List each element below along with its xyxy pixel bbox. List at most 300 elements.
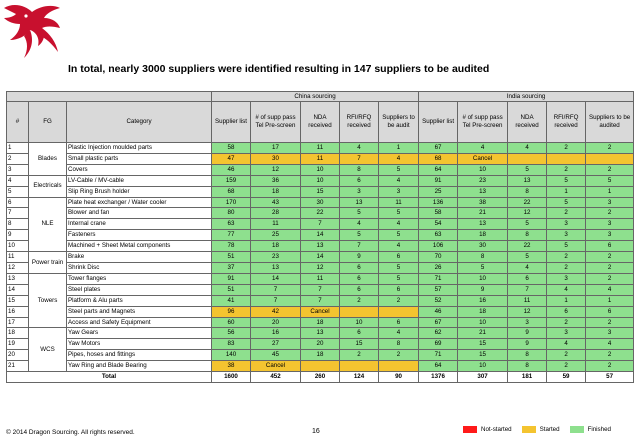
value-cell: 13 (301, 328, 340, 339)
value-cell: 67 (419, 143, 458, 154)
value-cell: 38 (212, 361, 251, 372)
value-cell: 9 (508, 328, 547, 339)
value-cell: 67 (419, 317, 458, 328)
total-value: 452 (251, 372, 301, 383)
value-cell: 54 (419, 219, 458, 230)
value-cell: Cancel (301, 306, 340, 317)
total-value: 1600 (212, 372, 251, 383)
value-cell: 7 (251, 295, 301, 306)
column-header: # of supp pass Tel Pre-screen (251, 102, 301, 143)
group-header-india: India sourcing (419, 92, 634, 102)
value-cell: 56 (212, 328, 251, 339)
value-cell: 18 (458, 306, 508, 317)
status-legend (463, 426, 621, 433)
value-cell: 91 (419, 175, 458, 186)
value-cell: 9 (340, 252, 379, 263)
value-cell: 2 (379, 295, 419, 306)
row-number: 10 (7, 241, 29, 252)
table-row (7, 241, 634, 252)
value-cell: 6 (586, 306, 634, 317)
value-cell: 4 (508, 262, 547, 273)
page-number: 16 (312, 428, 320, 435)
value-cell: 2 (547, 317, 586, 328)
value-cell: Cancel (251, 361, 301, 372)
category-cell: Steel plates (67, 284, 212, 295)
table-row (7, 295, 634, 306)
total-value: 57 (586, 372, 634, 383)
value-cell: 15 (458, 339, 508, 350)
value-cell: 2 (586, 252, 634, 263)
value-cell: 6 (340, 175, 379, 186)
value-cell: 91 (212, 273, 251, 284)
value-cell: 6 (340, 328, 379, 339)
table-row (7, 350, 634, 361)
value-cell: 4 (340, 143, 379, 154)
value-cell: 2 (547, 361, 586, 372)
row-number: 13 (7, 273, 29, 284)
row-number: 1 (7, 143, 29, 154)
value-cell: 68 (212, 186, 251, 197)
value-cell: 15 (340, 339, 379, 350)
row-number: 21 (7, 361, 29, 372)
value-cell: 3 (586, 219, 634, 230)
value-cell: 47 (212, 153, 251, 164)
value-cell: 51 (212, 284, 251, 295)
slide-title: In total, nearly 3000 suppliers were identified resulting in 147 suppliers to be audited (68, 63, 490, 75)
column-header: Category (67, 102, 212, 143)
column-header: RFI/RFQ received (340, 102, 379, 143)
value-cell: 9 (458, 284, 508, 295)
table-body (7, 143, 634, 383)
table-row (7, 328, 634, 339)
value-cell: 3 (547, 328, 586, 339)
value-cell: 77 (212, 230, 251, 241)
table-row (7, 197, 634, 208)
value-cell: 71 (419, 350, 458, 361)
row-number: 15 (7, 295, 29, 306)
table-row (7, 153, 634, 164)
table-row (7, 339, 634, 350)
value-cell: 21 (458, 328, 508, 339)
table-row (7, 306, 634, 317)
total-value: 1376 (419, 372, 458, 383)
value-cell: 15 (458, 350, 508, 361)
value-cell (379, 306, 419, 317)
value-cell: 8 (508, 186, 547, 197)
value-cell: 12 (508, 208, 547, 219)
row-number: 4 (7, 175, 29, 186)
value-cell: 18 (251, 186, 301, 197)
value-cell: 8 (340, 164, 379, 175)
table-row (7, 143, 634, 154)
value-cell: 7 (340, 241, 379, 252)
value-cell: 70 (419, 252, 458, 263)
value-cell: 18 (251, 241, 301, 252)
value-cell: 2 (547, 143, 586, 154)
value-cell: 8 (508, 230, 547, 241)
total-label: Total (7, 372, 212, 383)
category-cell: Platform & Alu parts (67, 295, 212, 306)
value-cell: 1 (586, 186, 634, 197)
value-cell: 6 (379, 284, 419, 295)
value-cell (547, 153, 586, 164)
value-cell: 2 (586, 273, 634, 284)
value-cell: 37 (212, 262, 251, 273)
category-cell: LV-Cable / MV-cable (67, 175, 212, 186)
value-cell: 4 (508, 143, 547, 154)
legend-label: Started (539, 426, 560, 433)
value-cell: 41 (212, 295, 251, 306)
legend-swatch (463, 426, 477, 433)
value-cell (508, 153, 547, 164)
value-cell: 3 (547, 273, 586, 284)
value-cell: 7 (340, 153, 379, 164)
table-row (7, 219, 634, 230)
row-number: 12 (7, 262, 29, 273)
value-cell: 23 (458, 175, 508, 186)
value-cell: 5 (508, 219, 547, 230)
value-cell: 7 (301, 284, 340, 295)
value-cell: 4 (340, 219, 379, 230)
value-cell: 3 (340, 186, 379, 197)
legend-item (463, 426, 512, 433)
value-cell: 46 (212, 164, 251, 175)
value-cell: 2 (586, 262, 634, 273)
value-cell: 2 (547, 164, 586, 175)
value-cell: 5 (547, 175, 586, 186)
fg-cell: Electricals (29, 175, 67, 197)
row-number: 17 (7, 317, 29, 328)
value-cell (586, 153, 634, 164)
value-cell: 3 (586, 230, 634, 241)
value-cell: 2 (547, 262, 586, 273)
value-cell: 159 (212, 175, 251, 186)
category-cell: Yaw Gears (67, 328, 212, 339)
value-cell: 16 (251, 328, 301, 339)
row-number: 18 (7, 328, 29, 339)
value-cell: 15 (301, 186, 340, 197)
value-cell: 18 (301, 317, 340, 328)
value-cell: 2 (586, 350, 634, 361)
category-cell: Covers (67, 164, 212, 175)
table-row (7, 164, 634, 175)
table-row (7, 262, 634, 273)
value-cell: 80 (212, 208, 251, 219)
column-header: NDA received (508, 102, 547, 143)
value-cell: 6 (379, 317, 419, 328)
row-number: 3 (7, 164, 29, 175)
value-cell: 10 (301, 164, 340, 175)
category-cell: Brake (67, 252, 212, 263)
table-row (7, 208, 634, 219)
fg-cell: NLE (29, 197, 67, 252)
value-cell: 71 (419, 273, 458, 284)
value-cell: 22 (508, 241, 547, 252)
category-cell: Slip Ring Brush holder (67, 186, 212, 197)
dragon-logo (0, 0, 70, 62)
value-cell: 2 (379, 350, 419, 361)
value-cell: 5 (340, 230, 379, 241)
value-cell (379, 361, 419, 372)
value-cell: 14 (251, 273, 301, 284)
category-cell: Fasteners (67, 230, 212, 241)
value-cell: 4 (379, 219, 419, 230)
value-cell: 6 (340, 273, 379, 284)
row-number: 8 (7, 219, 29, 230)
total-row (7, 372, 634, 383)
value-cell: 140 (212, 350, 251, 361)
value-cell: 1 (586, 295, 634, 306)
value-cell: 5 (379, 208, 419, 219)
value-cell: 4 (379, 153, 419, 164)
category-cell: Plastic Injection moulded parts (67, 143, 212, 154)
value-cell: 7 (508, 284, 547, 295)
value-cell: 27 (251, 339, 301, 350)
value-cell: 18 (458, 230, 508, 241)
value-cell: 13 (340, 197, 379, 208)
value-cell: 8 (508, 361, 547, 372)
value-cell: 51 (212, 252, 251, 263)
category-cell: Small plastic parts (67, 153, 212, 164)
supplier-table (6, 91, 634, 383)
value-cell: 14 (301, 230, 340, 241)
value-cell: 68 (419, 153, 458, 164)
value-cell: 6 (340, 262, 379, 273)
value-cell: 5 (379, 273, 419, 284)
value-cell: 21 (458, 208, 508, 219)
value-cell: 60 (212, 317, 251, 328)
value-cell: 11 (379, 197, 419, 208)
value-cell: 25 (419, 186, 458, 197)
value-cell: 22 (508, 197, 547, 208)
value-cell: 5 (458, 262, 508, 273)
value-cell: 3 (547, 230, 586, 241)
column-header: Suppliers to be audited (586, 102, 634, 143)
value-cell: 57 (419, 284, 458, 295)
legend-item (570, 426, 611, 433)
value-cell: 42 (251, 306, 301, 317)
fg-cell: Power train (29, 252, 67, 274)
value-cell: 5 (379, 230, 419, 241)
column-header-row (7, 102, 634, 143)
value-cell: 20 (251, 317, 301, 328)
value-cell: 22 (301, 208, 340, 219)
copyright: © 2014 Dragon Sourcing. All rights reserved. (6, 429, 135, 436)
row-number: 9 (7, 230, 29, 241)
value-cell: 5 (379, 262, 419, 273)
value-cell: 10 (458, 273, 508, 284)
row-number: 5 (7, 186, 29, 197)
value-cell: 6 (586, 241, 634, 252)
value-cell: 5 (508, 252, 547, 263)
row-number: 20 (7, 350, 29, 361)
value-cell: 136 (419, 197, 458, 208)
row-number: 16 (7, 306, 29, 317)
table-row (7, 186, 634, 197)
value-cell: 45 (251, 350, 301, 361)
column-header: # (7, 102, 29, 143)
category-cell: Pipes, hoses and fittings (67, 350, 212, 361)
value-cell: 5 (340, 208, 379, 219)
value-cell: 96 (212, 306, 251, 317)
value-cell: 10 (458, 317, 508, 328)
value-cell: 5 (379, 164, 419, 175)
value-cell: 12 (508, 306, 547, 317)
category-cell: Access and Safety Equipment (67, 317, 212, 328)
value-cell: 78 (212, 241, 251, 252)
value-cell: 23 (251, 252, 301, 263)
value-cell: 10 (458, 361, 508, 372)
total-value: 181 (508, 372, 547, 383)
row-number: 2 (7, 153, 29, 164)
value-cell: 69 (419, 339, 458, 350)
fg-cell: Blades (29, 143, 67, 176)
value-cell: 58 (212, 143, 251, 154)
value-cell: 64 (419, 164, 458, 175)
fg-cell: Towers (29, 273, 67, 328)
value-cell: 10 (458, 164, 508, 175)
value-cell: 10 (301, 175, 340, 186)
value-cell: 83 (212, 339, 251, 350)
value-cell: 5 (508, 164, 547, 175)
value-cell: 2 (340, 295, 379, 306)
column-header: RFI/RFQ received (547, 102, 586, 143)
value-cell (340, 306, 379, 317)
category-cell: Yaw Motors (67, 339, 212, 350)
table-row (7, 175, 634, 186)
value-cell: 12 (251, 164, 301, 175)
category-cell: Steel parts and Magnets (67, 306, 212, 317)
value-cell: 7 (251, 284, 301, 295)
value-cell: 26 (419, 262, 458, 273)
value-cell: 170 (212, 197, 251, 208)
value-cell: 4 (379, 241, 419, 252)
value-cell: 62 (419, 328, 458, 339)
value-cell: 2 (547, 350, 586, 361)
table-row (7, 230, 634, 241)
value-cell: 2 (586, 164, 634, 175)
category-cell: Machined + Sheet Metal components (67, 241, 212, 252)
category-cell: Tower flanges (67, 273, 212, 284)
legend-item (522, 426, 560, 433)
value-cell: 16 (458, 295, 508, 306)
value-cell: 3 (586, 328, 634, 339)
value-cell: 52 (419, 295, 458, 306)
group-header-china: China sourcing (212, 92, 419, 102)
row-number: 11 (7, 252, 29, 263)
value-cell: 13 (508, 175, 547, 186)
value-cell: 4 (547, 284, 586, 295)
value-cell: 30 (251, 153, 301, 164)
total-value: 260 (301, 372, 340, 383)
value-cell: 13 (458, 186, 508, 197)
value-cell: 7 (301, 295, 340, 306)
column-header: FG (29, 102, 67, 143)
value-cell: 10 (340, 317, 379, 328)
value-cell: 2 (586, 361, 634, 372)
legend-swatch (522, 426, 536, 433)
value-cell: 3 (586, 197, 634, 208)
value-cell: 12 (301, 262, 340, 273)
value-cell: 4 (379, 175, 419, 186)
value-cell: 58 (419, 208, 458, 219)
value-cell: 5 (547, 241, 586, 252)
value-cell: 4 (586, 339, 634, 350)
value-cell: 30 (458, 241, 508, 252)
value-cell: 1 (547, 186, 586, 197)
column-header: Suppliers to be audit (379, 102, 419, 143)
fg-cell: WCS (29, 328, 67, 372)
value-cell: 3 (547, 219, 586, 230)
value-cell: 3 (379, 186, 419, 197)
value-cell: 18 (301, 350, 340, 361)
total-value: 124 (340, 372, 379, 383)
header-spacer (7, 92, 212, 102)
value-cell: 9 (508, 339, 547, 350)
value-cell: 63 (419, 230, 458, 241)
value-cell: 4 (586, 284, 634, 295)
category-cell: Blower and fan (67, 208, 212, 219)
value-cell: 4 (379, 328, 419, 339)
value-cell: 5 (547, 197, 586, 208)
row-number: 7 (7, 208, 29, 219)
value-cell: 11 (301, 143, 340, 154)
row-number: 14 (7, 284, 29, 295)
value-cell: 6 (508, 273, 547, 284)
value-cell: 28 (251, 208, 301, 219)
value-cell: 8 (379, 339, 419, 350)
column-header: NDA received (301, 102, 340, 143)
value-cell: 11 (508, 295, 547, 306)
legend-label: Finished (587, 426, 611, 433)
value-cell: 1 (379, 143, 419, 154)
value-cell (340, 361, 379, 372)
row-number: 6 (7, 197, 29, 208)
value-cell (301, 361, 340, 372)
value-cell: 36 (251, 175, 301, 186)
value-cell: 11 (301, 273, 340, 284)
value-cell: 106 (419, 241, 458, 252)
total-value: 59 (547, 372, 586, 383)
category-cell: Shrink Disc (67, 262, 212, 273)
value-cell: 1 (547, 295, 586, 306)
table-row (7, 361, 634, 372)
value-cell: 8 (508, 350, 547, 361)
value-cell: 2 (586, 208, 634, 219)
column-header: # of supp pass Tel Pre-screen (458, 102, 508, 143)
row-number: 19 (7, 339, 29, 350)
value-cell: 46 (419, 306, 458, 317)
value-cell: 2 (340, 350, 379, 361)
value-cell: 6 (547, 306, 586, 317)
category-cell: Internal crane (67, 219, 212, 230)
value-cell: 6 (340, 284, 379, 295)
value-cell: Cancel (458, 153, 508, 164)
total-value: 90 (379, 372, 419, 383)
column-header: Supplier list (419, 102, 458, 143)
table-row (7, 284, 634, 295)
legend-label: Not-started (481, 426, 512, 433)
value-cell: 43 (251, 197, 301, 208)
value-cell: 13 (458, 219, 508, 230)
value-cell: 11 (251, 219, 301, 230)
value-cell: 2 (547, 252, 586, 263)
value-cell: 4 (547, 339, 586, 350)
category-cell: Yaw Ring and Blade Bearing (67, 361, 212, 372)
value-cell: 5 (586, 175, 634, 186)
table-row (7, 273, 634, 284)
value-cell: 2 (586, 143, 634, 154)
